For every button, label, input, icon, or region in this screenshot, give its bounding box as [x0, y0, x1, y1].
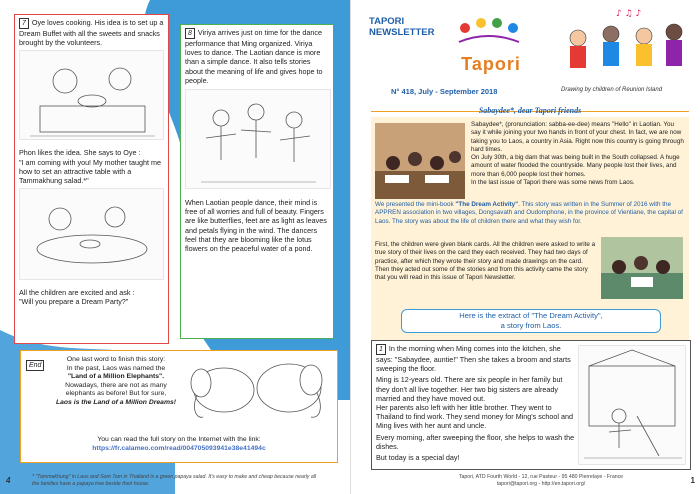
elephants-illustration: [179, 355, 329, 427]
greeting-title: Sabaydee*, dear Tapori friends: [478, 106, 582, 115]
panel-7-intro: Oye loves cooking. His idea is to set up a Dream Buffet with all the sweets and snacks brought by the volunteers.: [19, 18, 164, 48]
end-tag: End: [26, 360, 44, 371]
issue-number: N° 418, July - September 2018: [391, 87, 498, 96]
panel-1-p2: Ming is 12-years old. There are six people in her family but they don't all live together. Her two big sisters are already married and they have moved out.: [376, 375, 563, 403]
panel-number: 7: [19, 18, 29, 29]
panel-1-p4: Every morning, after sweeping the floor, she helps to wash the dishes.: [376, 432, 575, 451]
classroom-photo: [375, 123, 465, 199]
table-illustration: [19, 188, 164, 280]
story-panel-1: [371, 340, 691, 470]
page-number-left: 4: [6, 476, 11, 485]
svg-text:♪ ♫ ♪: ♪ ♫ ♪: [616, 9, 642, 19]
end-panel: [20, 350, 338, 463]
panel-1-p1: In the morning when Ming comes into the kitchen, she says: "Sabaydee, auntie!" Then she takes a broom and starts sweeping the floor.: [376, 344, 571, 374]
panel-8-intro: Viriya arrives just on time for the dance performance that Ming organized. Viriya loves to dance. The Laotian dance is more than a simple dance. It also tells stories about the meaning of life and gives hope to people.: [185, 28, 323, 85]
panel-number: 1: [376, 344, 386, 355]
panel-7-quote: "I am coming with you! My mother taught me how to set an attractive table with a Tammakhung salad.*": [19, 157, 161, 186]
greeting-banner: [371, 100, 689, 115]
drawing-credit: Drawing by children of Reunion Island: [561, 87, 663, 93]
panel-1-p5: But today is a special day!: [376, 453, 460, 463]
panel-7-bottom2: "Will you prepare a Dream Party?": [19, 297, 129, 307]
intro-paragraph-3: In the last issue of Tapori there was some news from Laos.: [471, 179, 635, 187]
footer-address: Tapori, ATD Fourth World - 12, rue Pasteur - 95 480 Pierrelaye - France: [458, 474, 624, 480]
tapori-logo-text: Tapori: [461, 54, 521, 74]
extract-line2: a story from Laos.: [500, 321, 562, 330]
footnote: [0, 470, 350, 494]
children-activity-photo: [601, 237, 683, 299]
panel-7-line1: Phon likes the idea. She says to Oye :: [19, 148, 141, 158]
footer-contact[interactable]: tapori@tapori.org - http://en.tapori.org/: [496, 481, 586, 487]
presented-book-title: "The Dream Activity": [455, 201, 519, 208]
dance-illustration: [185, 89, 331, 189]
newsletter-title: TAPORI NEWSLETTER: [369, 16, 435, 38]
page-footer: [351, 470, 700, 494]
intro-paragraph-1: Sabaydee*, (pronunciation: sabba-ee-dee) means "Hello" in Laotian. You say it while joining your two hands in front of your chest. In fact, we are now taking you to Laos, a country in Asia. Right now this country is going through hard times.: [471, 121, 684, 153]
end-line3: "Land of a Million Elephants".: [67, 373, 165, 381]
intro-paragraph-2: On July 30th, a big dam that was being built in the South collapsed. A huge amount of water flooded the countryside. Many people lost their lives, and more than 6,000 people lost their homes.: [471, 154, 680, 178]
panel-number: 8: [185, 28, 195, 39]
end-line5: Laos is the Land of a Million Dreams!: [55, 398, 177, 406]
children-drawing: [556, 6, 696, 81]
footnote-line2: the families have a papaya tree beside their house.: [32, 481, 150, 487]
end-line6: You can read the full story on the Internet with the link:: [97, 436, 261, 443]
page-number-right: 1: [690, 476, 695, 485]
panel-1-p3: Her parents also left with her little brother. They went to Thailand to find work. They send money for Ming's school and Ming lives with her aunt and uncle.: [376, 403, 574, 431]
footnote-line1: * "Tammakhung" in Laos and Som Tam in Thailand is a green papaya salad. It's easy to make and cheap because nearly all: [32, 474, 317, 480]
presented-text-a: We presented the mini-book: [375, 201, 456, 208]
extract-heading: [401, 309, 661, 333]
first-paragraph: First, the children were given blank cards. All the children were asked to write a true story of their lives on the card they each received. They had two days of practice, after which they wrote their story and made drawings on the card. Then they acted out some of the stories and from this activity came the story that you will read in this issue of Tapori Newsletter.: [375, 241, 596, 282]
story-panel-7: [14, 14, 169, 344]
kitchen-illustration: [578, 345, 686, 465]
story-panel-8: [180, 24, 334, 339]
end-line2: In the past, Laos was named the: [66, 364, 166, 372]
panel-7-bottom1: All the children are excited and ask :: [19, 288, 135, 298]
presented-text-c: . This story was written in the Summer of 2016 with the APPREN association in two villages, Dongsavath and Oudomphone, in the province of Vientiane, the capital of Laos. The story was about the life of children there and what they wish for.: [375, 201, 683, 225]
page-right: [350, 0, 700, 494]
story-link[interactable]: https://fr.calameo.com/read/004705093941e38e41494c: [92, 445, 266, 452]
end-line1: One last word to finish this story:: [66, 356, 166, 363]
end-line4: Nowadays, there are not as many elephants as before! But for sure,: [65, 381, 167, 398]
cooking-illustration: [19, 50, 164, 140]
extract-line1: Here is the extract of "The Dream Activity",: [459, 311, 603, 320]
newsletter-header: [351, 0, 700, 112]
panel-8-text: When Laotian people dance, their mind is free of all worries and full of beauty. Fingers are like butterflies, feet are as light as leaves and petals flying in the wind. The dancers feel that they are blooming like the lotus flowers on the peaceful water of a pond.: [185, 198, 327, 254]
